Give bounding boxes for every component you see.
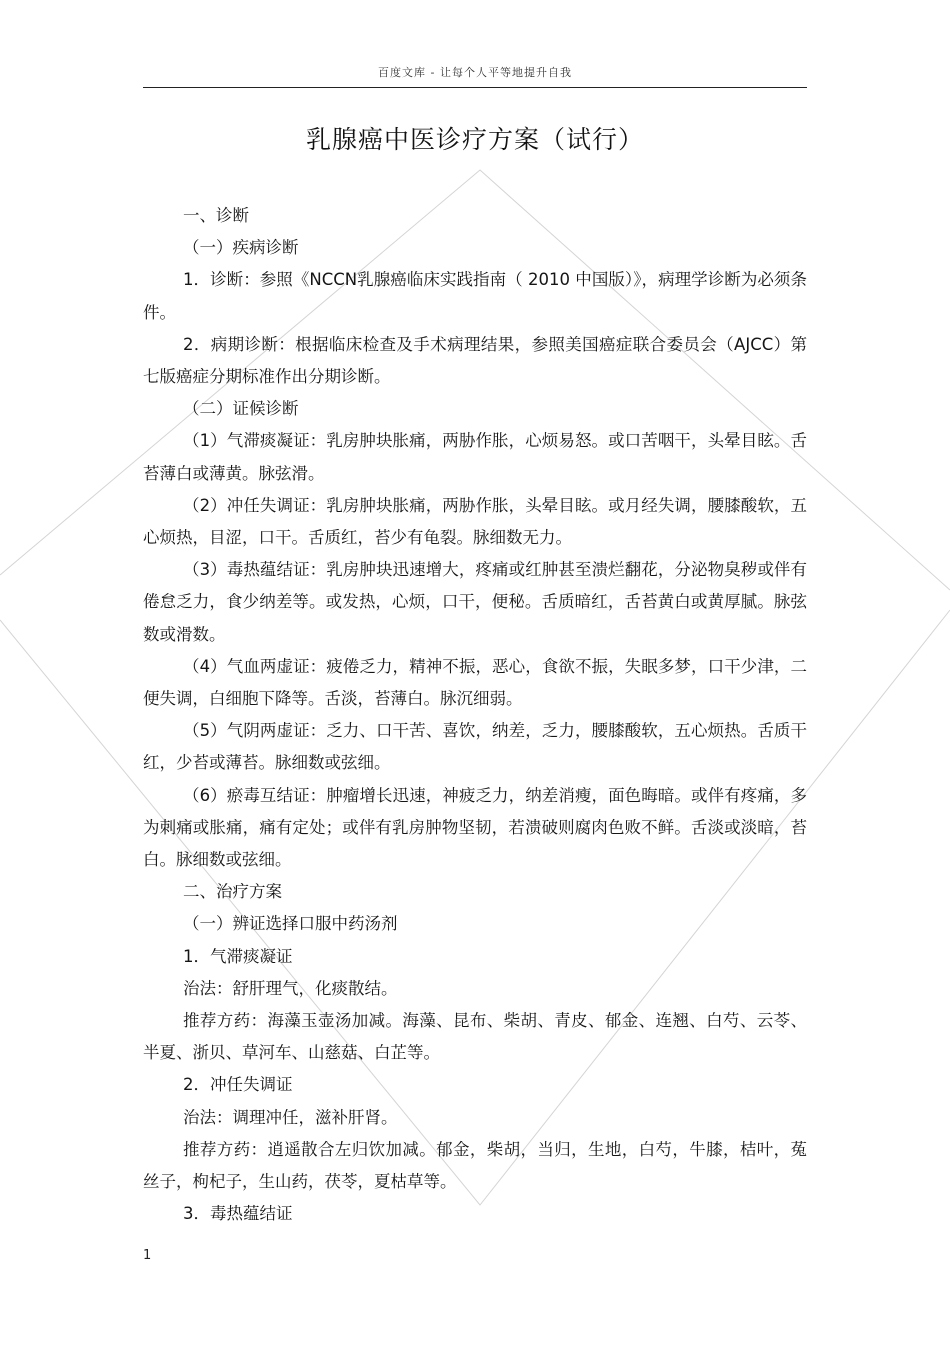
paragraph: 推荐方药：海藻玉壶汤加减。海藻、昆布、柴胡、青皮、郁金、连翘、白芍、云苓、半夏、浙贝、草河车、山慈菇、白芷等。: [143, 1011, 807, 1063]
paragraph: （1）气滞痰凝证：乳房肿块胀痛，两胁作胀，心烦易怒。或口苦咽干，头晕目眩。舌苔薄白或薄黄。脉弦滑。: [143, 431, 807, 483]
paragraph: （4）气血两虚证：疲倦乏力，精神不振，恶心，食欲不振，失眠多梦，口干少津，二便失调，白细胞下降等。舌淡，苔薄白。脉沉细弱。: [143, 656, 807, 709]
paragraph: 2．病期诊断：根据临床检查及手术病理结果，参照美国癌症联合委员会（AJCC）第七版癌症分期标准作出分期诊断。: [143, 334, 807, 387]
paragraph: （3）毒热蕴结证：乳房肿块迅速增大，疼痛或红肿甚至溃烂翻花，分泌物臭秽或伴有倦怠乏力，食少纳差等。或发热，心烦，口干，便秘。舌质暗红，舌苔黄白或黄厚腻。脉弦数或滑数。: [143, 560, 807, 644]
paragraph: 3．毒热蕴结证: [183, 1204, 293, 1224]
paragraph: 推荐方药：逍遥散合左归饮加减。郁金，柴胡，当归，生地，白芍，牛膝，桔叶，菟丝子，枸杞子，生山药，茯苓，夏枯草等。: [143, 1139, 807, 1192]
document-title: 乳腺癌中医诊疗方案（试行）: [305, 125, 644, 154]
paragraph: 2．冲任失调证: [183, 1075, 293, 1095]
header-text: 百度文库 - 让每个人平等地提升自我: [378, 66, 572, 79]
paragraph: （一）辨证选择口服中药汤剂: [183, 914, 398, 934]
paragraph: （5）气阴两虚证：乏力、口干苦、喜饮，纳差，乏力，腰膝酸软，五心烦热。舌质干红，少苔或薄苔。脉细数或弦细。: [143, 721, 807, 773]
paragraph: 治法：调理冲任，滋补肝肾。: [183, 1107, 398, 1127]
page-number: 1: [143, 1248, 152, 1263]
paragraph: 1．诊断：参照《NCCN乳腺癌临床实践指南（ 2010 中国版）》，病理学诊断为必须条件。: [143, 270, 807, 322]
paragraph: 1．气滞痰凝证: [183, 946, 293, 966]
paragraph: 二、治疗方案: [183, 882, 282, 902]
document-body: [143, 200, 807, 1231]
paragraph: 一、诊断: [183, 206, 249, 225]
page-header: [143, 62, 807, 88]
paragraph: （2）冲任失调证：乳房肿块胀痛，两胁作胀，头晕目眩。或月经失调，腰膝酸软，五心烦热，目涩，口干。舌质红，苔少有龟裂。脉细数无力。: [143, 495, 807, 548]
paragraph: （二）证候诊断: [183, 399, 299, 419]
paragraph: 治法：舒肝理气，化痰散结。: [183, 978, 398, 998]
paragraph: （一）疾病诊断: [183, 238, 299, 258]
paragraph: （6）瘀毒互结证：肿瘤增长迅速，神疲乏力，纳差消瘦，面色晦暗。或伴有疼痛，多为刺痛或胀痛，痛有定处；或伴有乳房肿物坚韧，若溃破则腐肉色败不鲜。舌淡或淡暗，苔白。脉细数或弦细。: [143, 785, 807, 870]
